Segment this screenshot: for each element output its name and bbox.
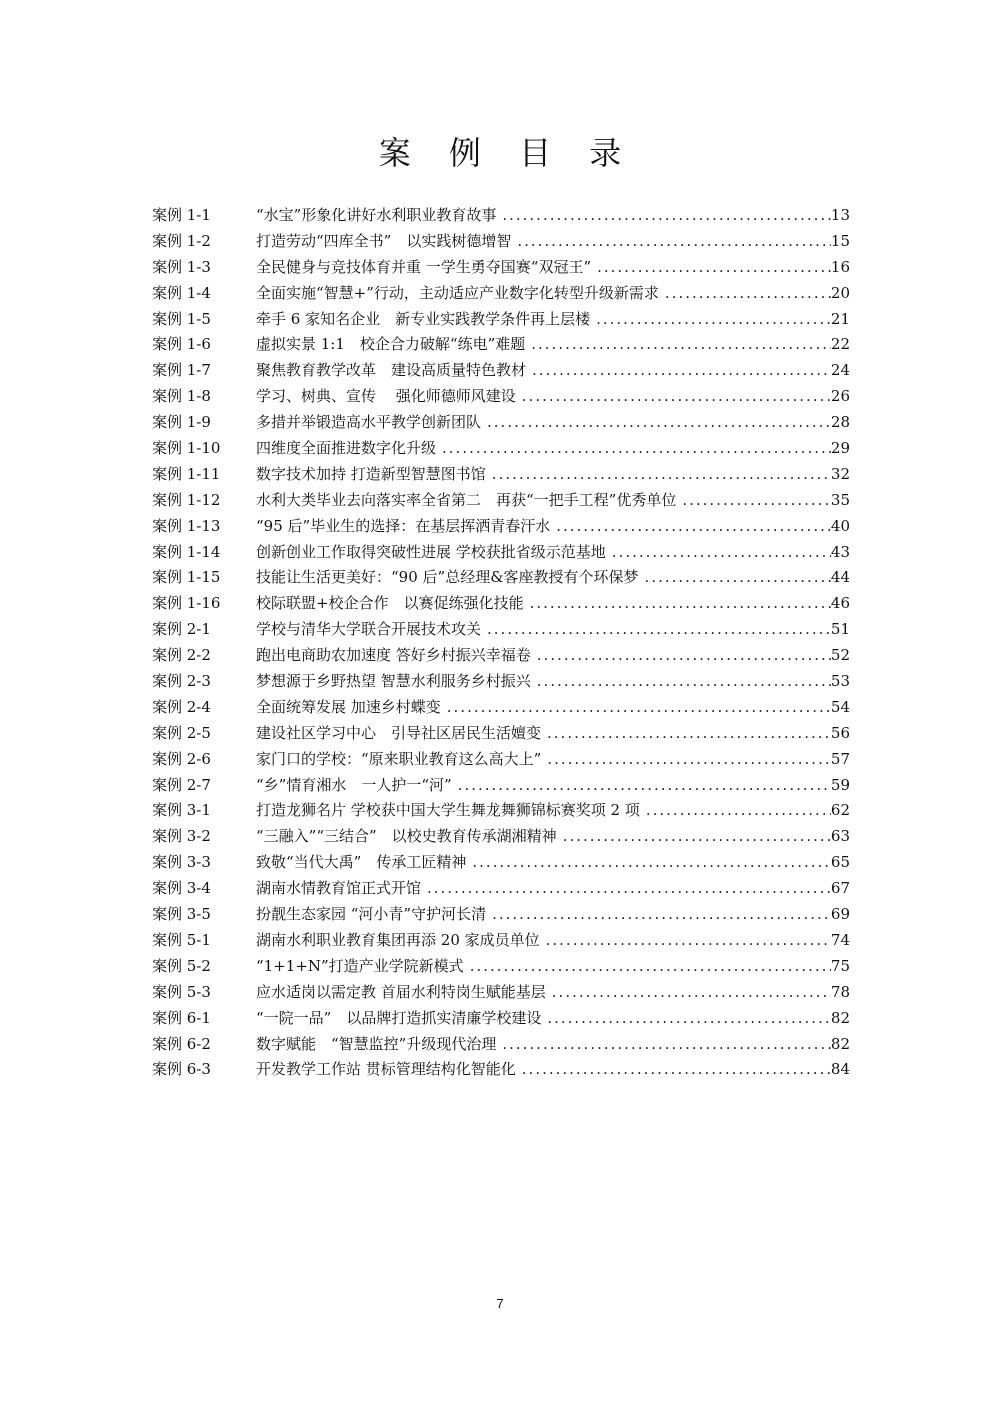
toc-entry-page: 22 <box>830 335 850 354</box>
toc-entry-number: 案例 1-16 <box>152 594 221 613</box>
toc-entry-number: 案例 5-3 <box>152 982 211 1001</box>
toc-entry-number: 案例 5-2 <box>152 956 211 975</box>
toc-entry <box>152 332 850 358</box>
page-title: 案 例 目 录 <box>378 134 636 172</box>
toc-entry-page: 32 <box>830 464 850 483</box>
toc-entry-page: 52 <box>830 646 850 665</box>
toc-leader-dots <box>421 876 831 902</box>
toc-entry <box>152 358 850 384</box>
toc-entry-number: 案例 3-4 <box>152 879 211 898</box>
toc-entry-title: 数字技术加持 打造新型智慧图书馆 <box>256 464 486 483</box>
toc-entry <box>152 980 850 1006</box>
toc-entry <box>152 928 850 954</box>
toc-entry <box>152 488 850 514</box>
toc-leader-dots <box>511 229 831 255</box>
toc-entry-page: 84 <box>830 1060 850 1079</box>
toc-entry-page: 46 <box>830 594 850 613</box>
toc-entry-title: 水利大类毕业去向落实率全省第二 再获“一把手工程”优秀单位 <box>256 490 677 509</box>
toc-entry <box>152 565 850 591</box>
toc-entry <box>152 617 850 643</box>
toc-entry-title: “95 后”毕业生的选择：在基层挥洒青春汗水 <box>256 516 551 535</box>
table-of-contents <box>152 203 850 1083</box>
toc-entry-number: 案例 1-3 <box>152 257 211 276</box>
toc-leader-dots <box>639 565 831 591</box>
toc-entry-title: “乡”情育湘水 一人护一“河” <box>256 775 452 794</box>
toc-entry-number: 案例 1-4 <box>152 283 211 302</box>
toc-entry-page: 13 <box>830 206 850 224</box>
toc-entry <box>152 514 850 540</box>
toc-entry <box>152 643 850 669</box>
toc-entry <box>152 773 850 799</box>
toc-entry-page: 20 <box>830 283 850 302</box>
toc-entry-title: “水宝”形象化讲好水利职业教育故事 <box>256 206 497 224</box>
toc-entry-page: 16 <box>830 257 850 276</box>
toc-entry-number: 案例 1-7 <box>152 361 211 380</box>
toc-entry-page: 67 <box>830 879 850 898</box>
toc-entry <box>152 281 850 307</box>
toc-entry <box>152 1006 850 1032</box>
toc-leader-dots <box>481 617 831 643</box>
toc-entry <box>152 384 850 410</box>
toc-entry-number: 案例 1-12 <box>152 490 221 509</box>
toc-entry-number: 案例 2-5 <box>152 723 211 742</box>
toc-entry-title: 牵手 6 家知名企业 新专业实践教学条件再上层楼 <box>256 309 591 328</box>
toc-entry-page: 59 <box>830 775 850 794</box>
toc-entry-title: 建设社区学习中心 引导社区居民生活嬗变 <box>256 723 542 742</box>
toc-leader-dots <box>531 643 831 669</box>
toc-entry-title: 致敬“当代大禹” 传承工匠精神 <box>256 853 467 872</box>
toc-entry-page: 43 <box>830 542 850 561</box>
toc-entry-number: 案例 2-6 <box>152 749 211 768</box>
toc-entry-page: 82 <box>830 1008 850 1027</box>
toc-entry <box>152 307 850 333</box>
toc-entry <box>152 1057 850 1083</box>
toc-leader-dots <box>526 358 831 384</box>
toc-entry-page: 54 <box>830 697 850 716</box>
toc-entry-page: 44 <box>830 568 850 587</box>
toc-entry-number: 案例 6-1 <box>152 1008 211 1027</box>
toc-entry-number: 案例 1-11 <box>152 464 221 483</box>
toc-entry <box>152 902 850 928</box>
toc-leader-dots <box>436 436 831 462</box>
toc-entry <box>152 436 850 462</box>
toc-entry <box>152 721 850 747</box>
toc-entry-title: “三融入”“三结合” 以校史教育传承湖湘精神 <box>256 827 557 846</box>
toc-entry-number: 案例 5-1 <box>152 930 211 949</box>
toc-entry-page: 35 <box>830 490 850 509</box>
toc-leader-dots <box>541 1006 831 1032</box>
toc-entry-number: 案例 1-6 <box>152 335 211 354</box>
toc-entry-title: 四维度全面推进数字化升级 <box>256 439 437 458</box>
toc-entry-number: 案例 1-9 <box>152 413 211 432</box>
toc-entry <box>152 410 850 436</box>
toc-entry-number: 案例 3-2 <box>152 827 211 846</box>
toc-entry-title: “1+1+N”打造产业学院新模式 <box>256 956 464 975</box>
toc-entry-title: 全民健身与竞技体育并重 一学生勇夺国赛“双冠王” <box>256 257 592 276</box>
toc-entry-title: 扮靓生态家园 “河小青”守护河长清 <box>256 905 487 924</box>
toc-entry-title: 聚焦教育教学改革 建设高质量特色教材 <box>256 361 527 380</box>
toc-entry-page: 57 <box>830 749 850 768</box>
toc-entry <box>152 850 850 876</box>
toc-leader-dots <box>525 332 831 358</box>
toc-leader-dots <box>640 798 831 824</box>
toc-entry-page: 75 <box>830 956 850 975</box>
toc-leader-dots <box>441 695 831 721</box>
toc-entry-number: 案例 1-13 <box>152 516 221 535</box>
toc-entry <box>152 1032 850 1058</box>
toc-leader-dots <box>676 488 831 514</box>
toc-entry <box>152 540 850 566</box>
toc-entry-number: 案例 2-3 <box>152 672 211 691</box>
toc-leader-dots <box>486 902 831 928</box>
toc-entry <box>152 695 850 721</box>
toc-leader-dots <box>541 747 831 773</box>
toc-entry-title: 学习、树典、宣传 强化师德师风建设 <box>256 387 516 406</box>
toc-entry <box>152 747 850 773</box>
toc-leader-dots <box>591 255 831 281</box>
toc-entry-number: 案例 3-5 <box>152 905 211 924</box>
toc-entry-page: 29 <box>830 439 850 458</box>
toc-entry-page: 28 <box>830 413 850 432</box>
toc-leader-dots <box>481 410 831 436</box>
toc-entry-page: 51 <box>830 620 850 639</box>
toc-leader-dots <box>606 540 831 566</box>
toc-entry-title: 打造龙狮名片 学校获中国大学生舞龙舞狮锦标赛奖项 2 项 <box>256 801 640 820</box>
toc-entry-title: “一院一品” 以品牌打造抓实清廉学校建设 <box>256 1008 542 1027</box>
toc-entry <box>152 255 850 281</box>
toc-entry-title: 多措并举锻造高水平教学创新团队 <box>256 413 482 432</box>
toc-entry-page: 24 <box>830 361 850 380</box>
toc-entry-number: 案例 2-4 <box>152 697 211 716</box>
toc-entry-page: 56 <box>830 723 850 742</box>
toc-entry-title: 校际联盟+校企合作 以赛促练强化技能 <box>256 594 524 613</box>
toc-entry-number: 案例 2-1 <box>152 620 211 639</box>
toc-entry <box>152 824 850 850</box>
toc-entry-number: 案例 3-1 <box>152 801 211 820</box>
toc-entry-page: 40 <box>830 516 850 535</box>
toc-leader-dots <box>557 824 831 850</box>
toc-entry-title: 创新创业工作取得突破性进展 学校获批省级示范基地 <box>256 542 606 561</box>
toc-entry-title: 梦想源于乡野热望 智慧水利服务乡村振兴 <box>256 672 531 691</box>
toc-leader-dots <box>452 773 831 799</box>
toc-entry <box>152 229 850 255</box>
toc-entry-title: 技能让生活更美好：“90 后”总经理&客座教授有个环保梦 <box>256 568 639 587</box>
toc-entry-number: 案例 1-5 <box>152 309 211 328</box>
toc-entry-number: 案例 1-10 <box>152 439 221 458</box>
toc-leader-dots <box>464 954 831 980</box>
toc-leader-dots <box>541 721 831 747</box>
toc-leader-dots <box>531 669 831 695</box>
toc-entry-title: 家门口的学校：“原来职业教育这么高大上” <box>256 749 542 768</box>
toc-entry-number: 案例 1-15 <box>152 568 221 587</box>
toc-leader-dots <box>540 928 831 954</box>
toc-entry-number: 案例 6-3 <box>152 1060 211 1079</box>
toc-entry <box>152 798 850 824</box>
toc-entry-title: 应水适岗以需定教 首届水利特岗生赋能基层 <box>256 982 546 1001</box>
toc-leader-dots <box>524 591 831 617</box>
toc-entry-title: 数字赋能 “智慧监控”升级现代治理 <box>256 1034 497 1053</box>
toc-entry-title: 学校与清华大学联合开展技术攻关 <box>256 620 482 639</box>
toc-entry-number: 案例 1-8 <box>152 387 211 406</box>
toc-entry-title: 湖南水利职业教育集团再添 20 家成员单位 <box>256 930 540 949</box>
toc-entry-page: 53 <box>830 672 850 691</box>
toc-leader-dots <box>516 1057 831 1083</box>
toc-leader-dots <box>496 203 831 229</box>
toc-leader-dots <box>486 462 831 488</box>
toc-entry-title: 全面统筹发展 加速乡村蝶变 <box>256 697 441 716</box>
toc-entry <box>152 462 850 488</box>
toc-leader-dots <box>466 850 831 876</box>
toc-leader-dots <box>550 514 831 540</box>
toc-entry-page: 26 <box>830 387 850 406</box>
toc-leader-dots <box>516 384 831 410</box>
toc-entry-number: 案例 6-2 <box>152 1034 211 1053</box>
toc-entry-title: 跑出电商助农加速度 答好乡村振兴幸福卷 <box>256 646 531 665</box>
toc-entry-title: 开发教学工作站 贯标管理结构化智能化 <box>256 1060 516 1079</box>
toc-entry <box>152 591 850 617</box>
toc-leader-dots <box>546 980 831 1006</box>
toc-entry-page: 69 <box>830 905 850 924</box>
toc-entry-page: 63 <box>830 827 850 846</box>
toc-entry-page: 74 <box>830 930 850 949</box>
toc-entry-number: 案例 2-7 <box>152 775 211 794</box>
toc-entry-number: 案例 1-14 <box>152 542 221 561</box>
toc-entry-title: 湖南水情教育馆正式开馆 <box>256 879 422 898</box>
toc-entry-page: 62 <box>830 801 850 820</box>
toc-entry <box>152 669 850 695</box>
toc-entry-title: 虚拟实景 1:1 校企合力破解“练电”难题 <box>256 335 526 354</box>
toc-entry-number: 案例 3-3 <box>152 853 211 872</box>
toc-entry-page: 15 <box>830 231 850 250</box>
toc-entry-page: 82 <box>830 1034 850 1053</box>
toc-entry <box>152 203 850 229</box>
toc-entry <box>152 876 850 902</box>
toc-entry-page: 78 <box>830 982 850 1001</box>
toc-entry-number: 案例 1-1 <box>152 206 211 224</box>
toc-entry-title: 打造劳动“四库全书” 以实践树德增智 <box>256 231 512 250</box>
toc-entry-number: 案例 2-2 <box>152 646 211 665</box>
toc-entry <box>152 954 850 980</box>
toc-leader-dots <box>496 1032 831 1058</box>
toc-leader-dots <box>659 281 831 307</box>
page-number: 7 <box>496 1296 504 1311</box>
toc-entry-number: 案例 1-2 <box>152 231 211 250</box>
toc-entry-page: 65 <box>830 853 850 872</box>
toc-entry-title: 全面实施“智慧+”行动，主动适应产业数字化转型升级新需求 <box>256 283 659 302</box>
toc-entry-page: 21 <box>830 309 850 328</box>
toc-leader-dots <box>590 307 831 333</box>
